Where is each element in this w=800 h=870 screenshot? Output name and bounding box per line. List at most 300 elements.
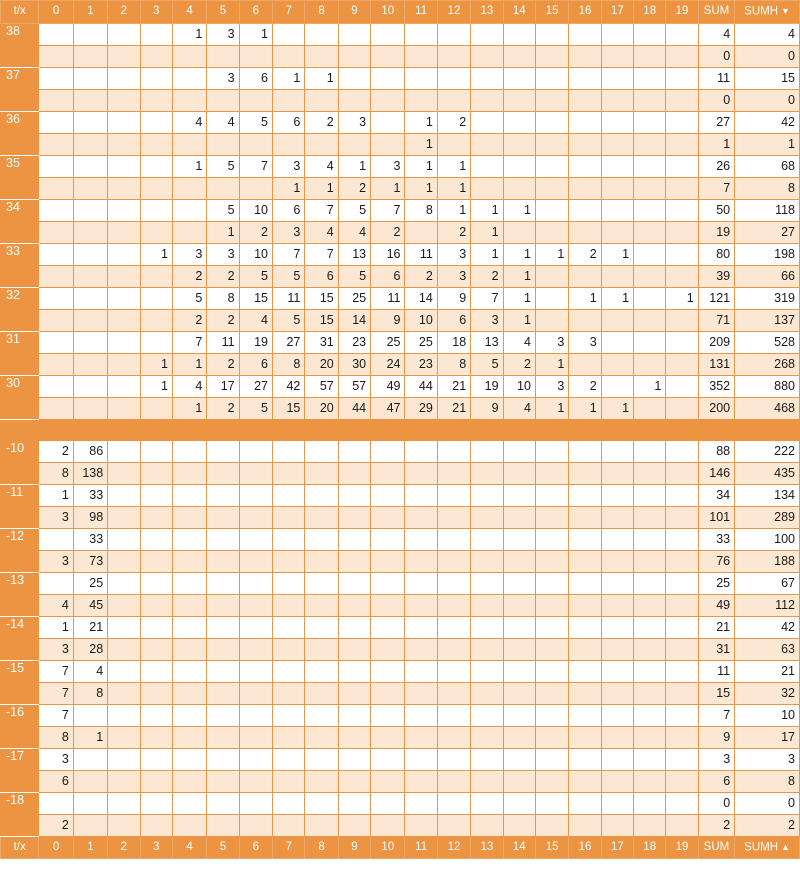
cell-x14 (503, 726, 535, 748)
column-header-5: 5 (207, 1, 239, 24)
cell-x9 (338, 528, 370, 550)
cell-x0: 1 (39, 616, 73, 638)
cell-x1 (73, 23, 107, 45)
cell-x15 (535, 287, 568, 309)
cell-x2 (108, 23, 140, 45)
cell-x15 (535, 682, 568, 704)
cell-x17 (601, 67, 633, 89)
cell-x18 (634, 440, 666, 462)
cell-x12 (437, 67, 470, 89)
table-row (1, 89, 800, 111)
cell-x0 (39, 375, 73, 397)
cell-x19 (666, 594, 698, 616)
cell-x0: 1 (39, 484, 73, 506)
cell-x7 (273, 23, 305, 45)
cell-x10 (371, 814, 405, 836)
cell-x5 (207, 462, 239, 484)
footer-column-11: 11 (405, 836, 437, 859)
cell-x3 (140, 111, 172, 133)
cell-x17 (601, 199, 633, 221)
cell-x19 (666, 243, 698, 265)
cell-x12 (437, 506, 470, 528)
sort-down-icon[interactable]: ▼ (781, 6, 790, 16)
cell-x7 (273, 45, 305, 67)
sumh-cell: 27 (735, 221, 800, 243)
cell-x10 (371, 67, 405, 89)
row-label-t: -13 (1, 572, 39, 616)
footer-column-1: 1 (73, 836, 107, 859)
cell-x10: 7 (371, 199, 405, 221)
sum-cell: 7 (698, 704, 734, 726)
cell-x1: 21 (73, 616, 107, 638)
cell-x11 (405, 528, 437, 550)
cell-x19 (666, 616, 698, 638)
cell-x7 (273, 89, 305, 111)
sum-cell: 200 (698, 397, 734, 419)
cell-x19 (666, 792, 698, 814)
table-row (1, 177, 800, 199)
cell-x0 (39, 353, 73, 375)
cell-x0: 3 (39, 506, 73, 528)
cell-x11 (405, 594, 437, 616)
cell-x9 (338, 67, 370, 89)
cell-x6 (239, 638, 272, 660)
sumh-cell: 67 (735, 572, 800, 594)
cell-x4 (172, 462, 206, 484)
cell-x13 (471, 506, 503, 528)
table-row (1, 199, 800, 221)
table-row (1, 243, 800, 265)
table-row (1, 770, 800, 792)
cell-x17 (601, 770, 633, 792)
cell-x18 (634, 243, 666, 265)
cell-x5 (207, 704, 239, 726)
cell-x12: 21 (437, 375, 470, 397)
row-label-t: -10 (1, 440, 39, 484)
cell-x5 (207, 177, 239, 199)
cell-x3 (140, 506, 172, 528)
cell-x11 (405, 814, 437, 836)
sumh-cell: 66 (735, 265, 800, 287)
cell-x4 (172, 89, 206, 111)
sum-cell: 27 (698, 111, 734, 133)
row-label-t: 31 (1, 331, 39, 375)
cell-x1: 33 (73, 484, 107, 506)
cell-x0 (39, 133, 73, 155)
cell-x1: 28 (73, 638, 107, 660)
cell-x15: 1 (535, 353, 568, 375)
cell-x10: 6 (371, 265, 405, 287)
cell-x12 (437, 770, 470, 792)
row-label-t: 32 (1, 287, 39, 331)
cell-x10: 49 (371, 375, 405, 397)
cell-x14: 1 (503, 287, 535, 309)
cell-x15 (535, 45, 568, 67)
cell-x12 (437, 23, 470, 45)
cell-x4 (172, 660, 206, 682)
cell-x3 (140, 287, 172, 309)
cell-x18 (634, 572, 666, 594)
cell-x14 (503, 45, 535, 67)
cell-x11 (405, 550, 437, 572)
cell-x2 (108, 660, 140, 682)
cell-x11: 29 (405, 397, 437, 419)
cell-x7 (273, 572, 305, 594)
sum-cell: 101 (698, 506, 734, 528)
cell-x15 (535, 550, 568, 572)
cell-x18 (634, 221, 666, 243)
cell-x17 (601, 638, 633, 660)
cell-x17 (601, 89, 633, 111)
cell-x9 (338, 682, 370, 704)
cell-x2 (108, 550, 140, 572)
row-label-t: 37 (1, 67, 39, 111)
cell-x12: 1 (437, 199, 470, 221)
cell-x3 (140, 440, 172, 462)
column-header-1: 1 (73, 1, 107, 24)
cell-x12: 1 (437, 177, 470, 199)
sum-cell: 3 (698, 748, 734, 770)
cell-x19 (666, 265, 698, 287)
cell-x6 (239, 440, 272, 462)
cell-x19 (666, 770, 698, 792)
cell-x3 (140, 704, 172, 726)
cell-x5 (207, 638, 239, 660)
cell-x1 (73, 133, 107, 155)
cell-x2 (108, 440, 140, 462)
sum-cell: 15 (698, 682, 734, 704)
footer-sumh-label: SUMH (744, 841, 779, 854)
sumh-cell: 319 (735, 287, 800, 309)
column-header-11: 11 (405, 1, 437, 24)
cell-x15 (535, 594, 568, 616)
cell-x9: 57 (338, 375, 370, 397)
cell-x1 (73, 177, 107, 199)
cell-x5: 1 (207, 221, 239, 243)
cell-x13 (471, 133, 503, 155)
cell-x1 (73, 309, 107, 331)
cell-x19 (666, 309, 698, 331)
cell-x12 (437, 484, 470, 506)
sum-cell: 1 (698, 133, 734, 155)
cell-x2 (108, 177, 140, 199)
cell-x17: 1 (601, 397, 633, 419)
cell-x6: 27 (239, 375, 272, 397)
cell-x1 (73, 155, 107, 177)
cell-x7: 11 (273, 287, 305, 309)
column-header-2: 2 (108, 1, 140, 24)
cell-x16 (569, 682, 601, 704)
sumh-cell: 100 (735, 528, 800, 550)
cell-x6: 4 (239, 309, 272, 331)
cell-x9 (338, 616, 370, 638)
cell-x15 (535, 726, 568, 748)
footer-column-6: 6 (239, 836, 272, 859)
cell-x0 (39, 528, 73, 550)
cell-x8: 2 (305, 111, 338, 133)
cell-x14: 4 (503, 331, 535, 353)
cell-x3 (140, 199, 172, 221)
cell-x12 (437, 726, 470, 748)
cell-x14 (503, 221, 535, 243)
column-header-15: 15 (535, 1, 568, 24)
cell-x13 (471, 616, 503, 638)
cell-x12 (437, 440, 470, 462)
cell-x16 (569, 638, 601, 660)
table-row (1, 528, 800, 550)
footer-column-5: 5 (207, 836, 239, 859)
table-row (1, 704, 800, 726)
cell-x8: 4 (305, 221, 338, 243)
cell-x19 (666, 682, 698, 704)
cell-x16 (569, 506, 601, 528)
cell-x10 (371, 704, 405, 726)
cell-x12 (437, 462, 470, 484)
cell-x14 (503, 594, 535, 616)
cell-x8 (305, 440, 338, 462)
cell-x9 (338, 748, 370, 770)
cell-x7 (273, 682, 305, 704)
cell-x0: 2 (39, 814, 73, 836)
cell-x3 (140, 572, 172, 594)
cell-x10 (371, 440, 405, 462)
cell-x18 (634, 770, 666, 792)
table-header (1, 1, 800, 24)
cell-x4 (172, 528, 206, 550)
cell-x3 (140, 682, 172, 704)
cell-x4 (172, 177, 206, 199)
cell-x7 (273, 462, 305, 484)
footer-sum-header: SUM (698, 836, 734, 859)
cell-x19 (666, 133, 698, 155)
cell-x17 (601, 353, 633, 375)
cell-x15 (535, 770, 568, 792)
cell-x8 (305, 484, 338, 506)
cell-x11: 1 (405, 111, 437, 133)
cell-x7 (273, 748, 305, 770)
column-header-9: 9 (338, 1, 370, 24)
cell-x4: 1 (172, 23, 206, 45)
cell-x0: 3 (39, 638, 73, 660)
cell-x17 (601, 155, 633, 177)
sumh-cell: 134 (735, 484, 800, 506)
cell-x18 (634, 660, 666, 682)
cell-x8 (305, 45, 338, 67)
cell-x5: 4 (207, 111, 239, 133)
row-label-t: -16 (1, 704, 39, 748)
cell-x17 (601, 616, 633, 638)
cell-x6: 6 (239, 353, 272, 375)
cell-x15 (535, 484, 568, 506)
separator-band (1, 419, 800, 440)
cell-x17 (601, 331, 633, 353)
cell-x18 (634, 682, 666, 704)
cell-x11: 1 (405, 133, 437, 155)
cell-x17 (601, 45, 633, 67)
cell-x5: 5 (207, 199, 239, 221)
cell-x7: 15 (273, 397, 305, 419)
cell-x15 (535, 177, 568, 199)
cell-x7 (273, 440, 305, 462)
cell-x0 (39, 397, 73, 419)
cell-x0 (39, 23, 73, 45)
cell-x14: 4 (503, 397, 535, 419)
cell-x2 (108, 814, 140, 836)
sumh-cell: 32 (735, 682, 800, 704)
cell-x9 (338, 45, 370, 67)
cell-x2 (108, 462, 140, 484)
cell-x0 (39, 265, 73, 287)
sumh-cell: 289 (735, 506, 800, 528)
cell-x11 (405, 682, 437, 704)
cell-x5 (207, 682, 239, 704)
cell-x6: 6 (239, 67, 272, 89)
cell-x17 (601, 726, 633, 748)
cell-x13 (471, 682, 503, 704)
cell-x1: 45 (73, 594, 107, 616)
table-row (1, 309, 800, 331)
cell-x2 (108, 133, 140, 155)
cell-x14 (503, 704, 535, 726)
cell-x2 (108, 67, 140, 89)
cell-x19 (666, 726, 698, 748)
corner-label: t/x (1, 1, 39, 24)
cell-x15 (535, 23, 568, 45)
cell-x14 (503, 660, 535, 682)
cell-x12: 2 (437, 221, 470, 243)
cell-x1: 73 (73, 550, 107, 572)
cell-x2 (108, 397, 140, 419)
cell-x12 (437, 814, 470, 836)
table-row (1, 353, 800, 375)
cell-x8 (305, 638, 338, 660)
cell-x14: 1 (503, 309, 535, 331)
sum-cell: 39 (698, 265, 734, 287)
table-row (1, 616, 800, 638)
cell-x13: 2 (471, 265, 503, 287)
cell-x5 (207, 550, 239, 572)
cell-x9: 30 (338, 353, 370, 375)
cell-x14: 1 (503, 265, 535, 287)
cell-x13: 1 (471, 243, 503, 265)
cell-x9 (338, 462, 370, 484)
cell-x5 (207, 484, 239, 506)
cell-x12: 9 (437, 287, 470, 309)
cell-x3 (140, 770, 172, 792)
cell-x8 (305, 572, 338, 594)
footer-column-7: 7 (273, 836, 305, 859)
cell-x11 (405, 67, 437, 89)
cell-x9 (338, 814, 370, 836)
cell-x11 (405, 616, 437, 638)
cell-x5 (207, 440, 239, 462)
cell-x13 (471, 67, 503, 89)
cell-x17 (601, 111, 633, 133)
table-row (1, 287, 800, 309)
row-label-t: 33 (1, 243, 39, 287)
cell-x9 (338, 89, 370, 111)
cell-x12: 8 (437, 353, 470, 375)
cell-x1 (73, 111, 107, 133)
sum-cell: 11 (698, 67, 734, 89)
cell-x3: 1 (140, 375, 172, 397)
column-header-13: 13 (471, 1, 503, 24)
cell-x15 (535, 265, 568, 287)
sort-up-icon[interactable]: ▲ (781, 841, 790, 852)
sumh-cell: 198 (735, 243, 800, 265)
cell-x3 (140, 484, 172, 506)
cell-x0 (39, 67, 73, 89)
cell-x1: 4 (73, 660, 107, 682)
cell-x5: 5 (207, 155, 239, 177)
table-row (1, 682, 800, 704)
cell-x11 (405, 726, 437, 748)
cell-x18 (634, 331, 666, 353)
sum-cell: 121 (698, 287, 734, 309)
footer-column-13: 13 (471, 836, 503, 859)
sumh-cell: 63 (735, 638, 800, 660)
cell-x2 (108, 484, 140, 506)
sumh-cell: 17 (735, 726, 800, 748)
cell-x16 (569, 462, 601, 484)
cell-x13: 9 (471, 397, 503, 419)
table-row (1, 133, 800, 155)
cell-x15 (535, 506, 568, 528)
cell-x4: 1 (172, 155, 206, 177)
cell-x3 (140, 726, 172, 748)
cell-x12 (437, 89, 470, 111)
cell-x7 (273, 770, 305, 792)
cell-x6: 1 (239, 23, 272, 45)
cell-x7: 6 (273, 111, 305, 133)
cell-x1: 86 (73, 440, 107, 462)
cell-x12 (437, 748, 470, 770)
cell-x7: 3 (273, 221, 305, 243)
footer-corner-label: t/x (1, 836, 39, 859)
cell-x6 (239, 177, 272, 199)
cell-x8 (305, 792, 338, 814)
cell-x5: 2 (207, 309, 239, 331)
cell-x4: 2 (172, 265, 206, 287)
cell-x8: 20 (305, 353, 338, 375)
cell-x3 (140, 638, 172, 660)
cell-x4 (172, 616, 206, 638)
cell-x8 (305, 660, 338, 682)
cell-x8: 4 (305, 155, 338, 177)
cell-x18 (634, 638, 666, 660)
table-row (1, 792, 800, 814)
cell-x11: 8 (405, 199, 437, 221)
cell-x2 (108, 111, 140, 133)
cell-x14 (503, 616, 535, 638)
cell-x14 (503, 770, 535, 792)
cell-x5 (207, 594, 239, 616)
cell-x19 (666, 89, 698, 111)
cell-x9: 44 (338, 397, 370, 419)
column-header-10: 10 (371, 1, 405, 24)
sumh-cell: 112 (735, 594, 800, 616)
cell-x6 (239, 528, 272, 550)
cell-x18 (634, 704, 666, 726)
cell-x4: 7 (172, 331, 206, 353)
cell-x3: 1 (140, 243, 172, 265)
cell-x15 (535, 462, 568, 484)
cell-x12 (437, 528, 470, 550)
sum-cell: 26 (698, 155, 734, 177)
cell-x3 (140, 177, 172, 199)
cell-x7 (273, 133, 305, 155)
cell-x13: 19 (471, 375, 503, 397)
